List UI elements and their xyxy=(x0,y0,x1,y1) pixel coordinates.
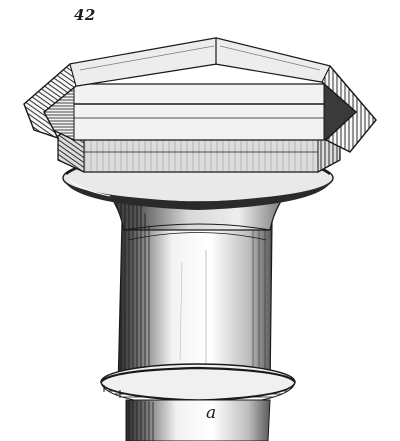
abacus-middle-moulding xyxy=(40,84,356,140)
lower-shaft xyxy=(126,400,270,441)
letter-mark: a xyxy=(206,403,217,423)
figure-number: 42 xyxy=(74,6,96,24)
